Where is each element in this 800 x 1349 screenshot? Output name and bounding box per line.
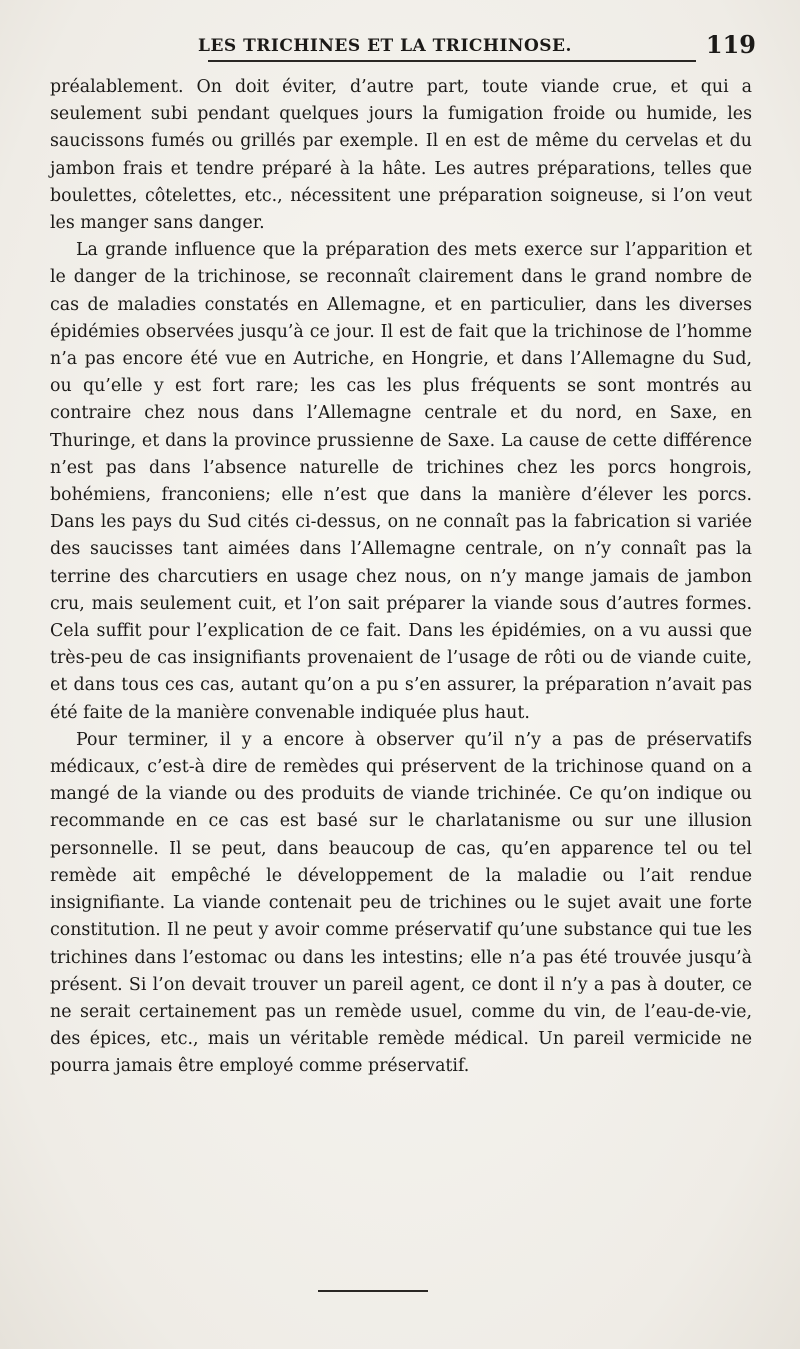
footer-rule — [318, 1290, 428, 1292]
paragraph-1: préalablement. On doit éviter, d’autre part, toute viande crue, et qui a seulement subi pendant quelques jours la fumigation froide ou humide, les saucissons fumés ou grillés par exemple. Il en est de même du cervelas et du jambon frais et tendre préparé à la hâte. Les autres préparations, telles que boulettes, côtelettes, etc., nécessitent une préparation soigneuse, si l’on veut les manger sans danger. — [50, 77, 752, 234]
header-rule — [208, 60, 696, 62]
page-header — [48, 30, 756, 70]
running-title: LES TRICHINES ET LA TRICHINOSE. — [198, 36, 572, 56]
body-text — [50, 74, 752, 1081]
page-number: 119 — [705, 30, 756, 59]
paragraph-3: Pour terminer, il y a encore à observer qu’il n’y a pas de préservatifs médicaux, c’est-à dire de remèdes qui préservent de la trichinose quand on a mangé de la viande ou des produits de viande trichinée. Ce qu’on indique ou recommande en ce cas est basé sur le charlatanisme ou sur une illusion personnelle. Il se peut, dans beaucoup de cas, qu’en apparence tel ou tel remède ait empêché le développement de la maladie ou l’ait rendue insignifiante. La viande contenait peu de trichines ou le sujet avait une forte constitution. Il ne peut y avoir comme préservatif qu’une substance qui tue les trichines dans l’estomac ou dans les intestins; elle n’a pas été trouvée jusqu’à présent. Si l’on devait trouver un pareil agent, ce dont il n’y a pas à douter, ce ne serait certainement pas un remède usuel, comme du vin, de l’eau-de-vie, des épices, etc., mais un véritable remède médical. Un pareil vermicide ne pourra jamais être employé comme préservatif. — [50, 729, 752, 1077]
paragraph-2: La grande influence que la préparation des mets exerce sur l’apparition et le danger de la trichinose, se reconnaît clairement dans le grand nombre de cas de maladies constatés en Allemagne, et en particulier, dans les diverses épidémies observées jusqu’à ce jour. Il est de fait que la trichinose de l’homme n’a pas encore été vue en Autriche, en Hongrie, et dans l’Allemagne du Sud, ou qu’elle y est fort rare; les cas les plus fréquents se sont montrés au contraire chez nous dans l’Allemagne centrale et du nord, en Saxe, en Thuringe, et dans la province prussienne de Saxe. La cause de cette différence n’est pas dans l’absence naturelle de trichines chez les porcs hongrois, bohémiens, franconiens; elle n’est que dans la manière d’élever les porcs. Dans les pays du Sud cités ci-dessus, on ne connaît pas la fabrication si variée des saucisses tant aimées dans l’Allemagne centrale, on n’y connaît pas la terrine des charcutiers en usage chez nous, on n’y mange jamais de jambon cru, mais seulement cuit, et l’on sait préparer la viande sous d’autres formes. Cela suffit pour l’explication de ce fait. Dans les épidémies, on a vu aussi que très-peu de cas insignifiants provenaient de l’usage de rôti ou de viande cuite, et dans tous ces cas, autant qu’on a pu s’en assurer, la préparation n’avait pas été faite de la manière convenable indiquée plus haut. — [50, 240, 752, 723]
